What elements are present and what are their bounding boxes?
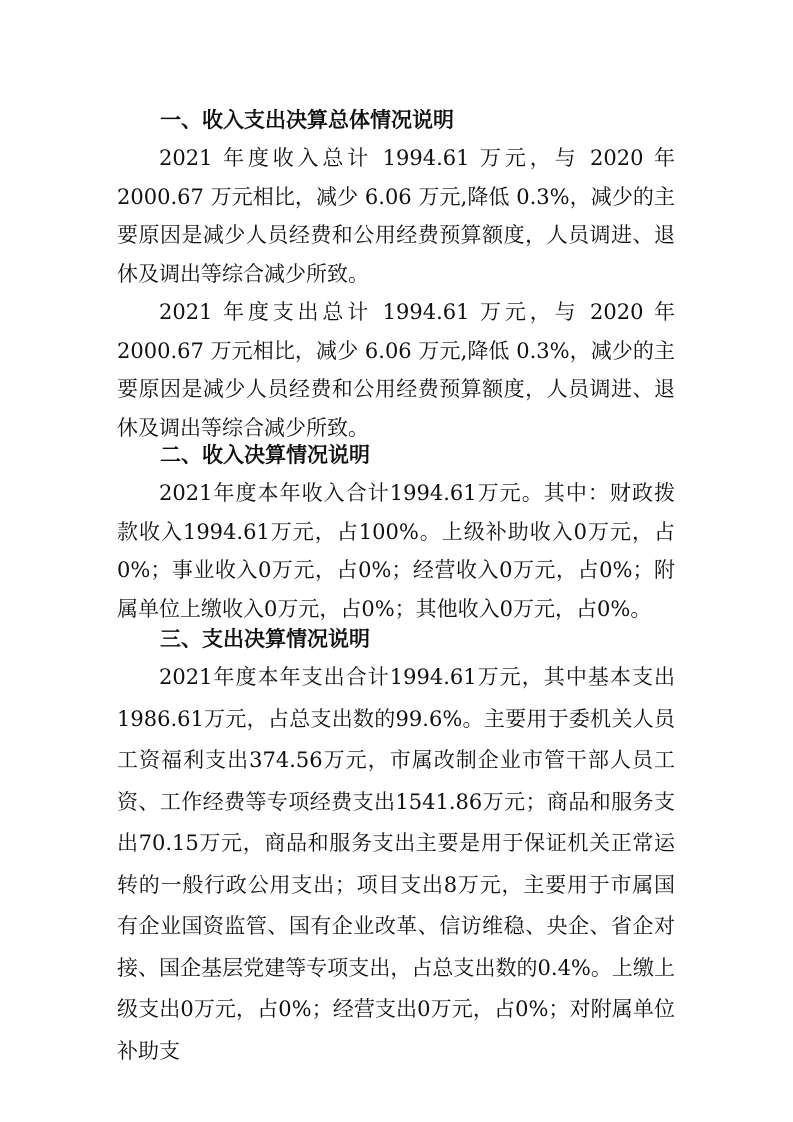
paragraph-total-income: 2021 年度收入总计 1994.61 万元，与 2020 年 2000.67 万元相比，减少 6.06 万元,降低 0.3%，减少的主要原因是减少人员经费和公用经费预算额度，人员调进、退休及调出等综合减少所致。 [117, 146, 675, 286]
paragraph-total-expense: 2021 年度支出总计 1994.61 万元，与 2020 年 2000.67 万元相比，减少 6.06 万元,降低 0.3%，减少的主要原因是减少人员经费和公用经费预算额度，人员调进、退休及调出等综合减少所致。 [117, 300, 675, 440]
section-heading-expense-details: 三、支出决算情况说明 [160, 626, 370, 651]
section-heading-income-expense-overview: 一、收入支出决算总体情况说明 [160, 107, 454, 132]
paragraph-expense-details: 2021年度本年支出合计1994.61万元，其中基本支出1986.61万元，占总支出数的99.6%。主要用于委机关人员工资福利支出374.56万元，市属改制企业市管干部人员工资、工作经费等专项经费支出1541.86万元；商品和服务支出70.15万元，商品和服务支出主要是用于保证机关正常运转的一般行政公用支出；项目支出8万元，主要用于市属国有企业国资监管、国有企业改革、信访维稳、央企、省企对接、国企基层党建等专项支出，占总支出数的0.4%。上缴上级支出0万元，占0%；经营支出0万元，占0%；对附属单位补助支 [117, 665, 675, 1063]
section-heading-income-details: 二、收入决算情况说明 [160, 442, 370, 467]
paragraph-income-details: 2021年度本年收入合计1994.61万元。其中：财政拨款收入1994.61万元，占100%。上级补助收入0万元，占0%；事业收入0万元，占0%；经营收入0万元，占0%；附属单位上缴收入0万元，占0%；其他收入0万元，占0%。 [117, 481, 675, 621]
